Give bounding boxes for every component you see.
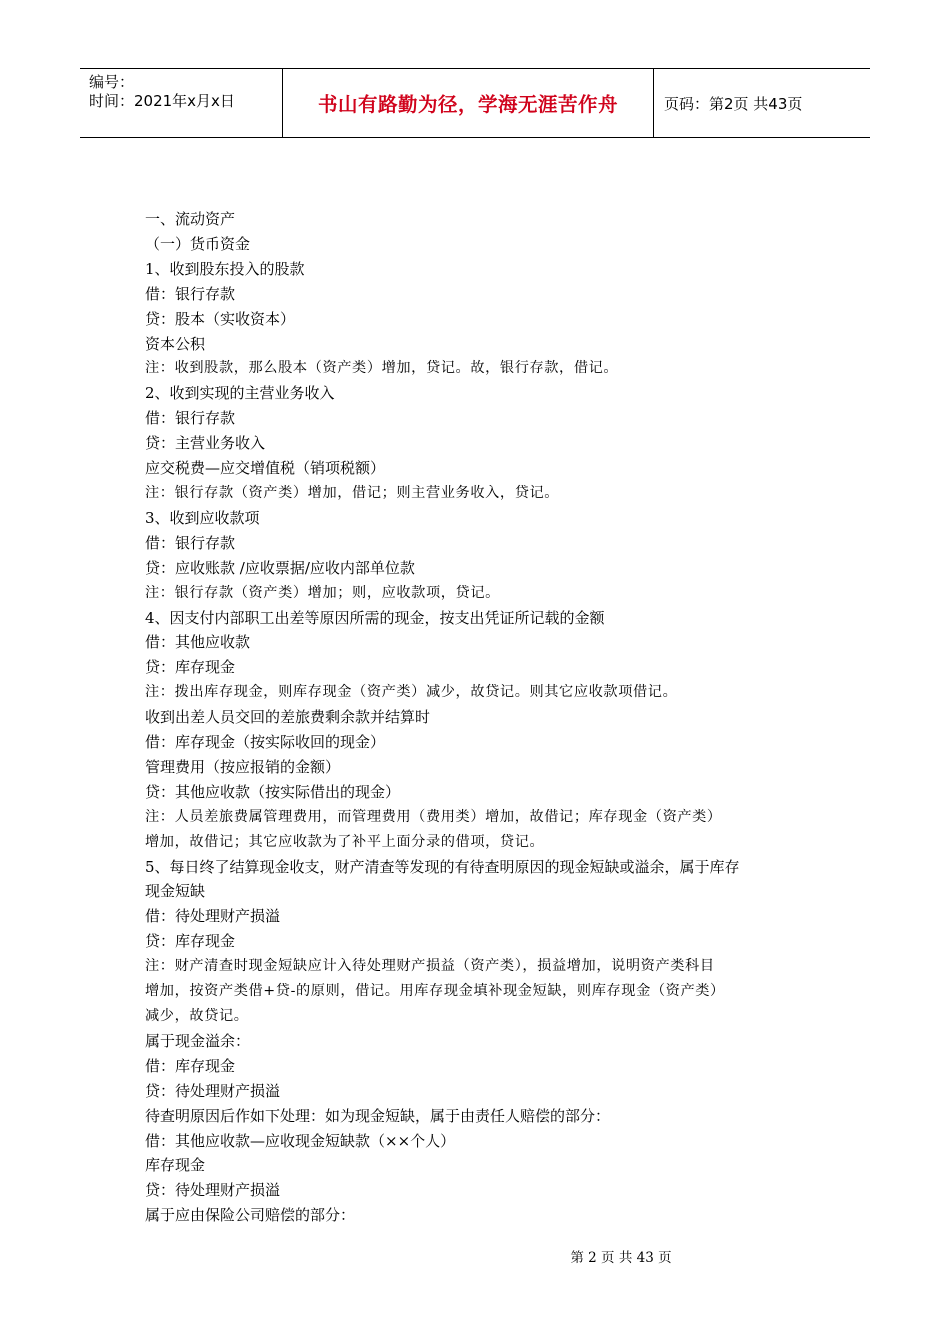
text-line: 借：库存现金 [145, 1056, 236, 1075]
text-line: 贷：其他应收款（按实际借出的现金） [145, 782, 401, 801]
page-footer: 第 2 页 共 43 页 [570, 1250, 672, 1266]
text-line: 贷：待处理财产损溢 [145, 1081, 281, 1100]
header-page-code: 页码：第2页 共43页 [664, 94, 803, 113]
code-label: 编号： [89, 73, 135, 91]
text-line: 待查明原因后作如下处理：如为现金短缺，属于由责任人赔偿的部分： [145, 1106, 611, 1125]
text-line: 资本公积 [145, 334, 206, 353]
text-line: 应交税费—应交增值税（销项税额） [145, 459, 386, 478]
note-line: 增加，按资产类借+贷-的原则，借记。用库存现金填补现金短缺，则库存现金（资产类） [145, 983, 725, 1000]
note-line: 注：收到股款，那么股本（资产类）增加，贷记。故，银行存款，借记。 [145, 360, 619, 377]
text-line: 4、因支付内部职工出差等原因所需的现金，按支出凭证所记载的金额 [145, 608, 605, 627]
text-line: 2、收到实现的主营业务收入 [145, 384, 335, 403]
text-line: 3、收到应收款项 [145, 508, 260, 527]
text-line: 属于现金溢余： [145, 1031, 251, 1050]
text-line: 贷：库存现金 [145, 932, 236, 951]
text-line: 1、收到股东投入的股款 [145, 259, 305, 278]
note-line: 增加，故借记；其它应收款为了补平上面分录的借项，贷记。 [145, 833, 545, 850]
text-line: 管理费用（按应报销的金额） [145, 757, 341, 776]
text-line: 现金短缺 [145, 882, 206, 901]
text-line: 贷：待处理财产损溢 [145, 1181, 281, 1200]
text-line: 贷：主营业务收入 [145, 434, 266, 453]
note-line: 注：银行存款（资产类）增加；则，应收款项，贷记。 [145, 584, 500, 601]
note-line: 注：银行存款（资产类）增加，借记；则主营业务收入，贷记。 [145, 484, 560, 501]
text-line: 借：其他应收款 [145, 633, 251, 652]
text-line: 借：待处理财产损溢 [145, 907, 281, 926]
text-line: （一）货币资金 [145, 234, 251, 253]
text-line: 库存现金 [145, 1156, 206, 1175]
document-body [145, 207, 815, 1228]
text-line: 借：银行存款 [145, 284, 236, 303]
text-line: 一、流动资产 [145, 210, 236, 228]
text-line: 贷：股本（实收资本） [145, 309, 296, 328]
note-line: 减少，故贷记。 [145, 1008, 249, 1024]
note-line: 注：人员差旅费属管理费用，而管理费用（费用类）增加，故借记；库存现金（资产类） [145, 808, 722, 825]
text-line: 借：银行存款 [145, 409, 236, 428]
text-line: 借：其他应收款—应收现金短缺款（××个人） [145, 1131, 456, 1150]
text-line: 借：银行存款 [145, 533, 236, 552]
text-line: 贷：应收账款 /应收票据/应收内部单位款 [145, 558, 415, 577]
note-line: 注：拨出库存现金，则库存现金（资产类）减少，故贷记。则其它应收款项借记。 [145, 684, 678, 701]
text-line: 属于应由保险公司赔偿的部分： [145, 1206, 356, 1225]
text-line: 5、每日终了结算现金收支，财产清查等发现的有待查明原因的现金短缺或溢余，属于库存 [145, 857, 740, 876]
header-meta [80, 69, 283, 137]
header-table [80, 68, 870, 138]
text-line: 收到出差人员交回的差旅费剩余款并结算时 [145, 708, 431, 727]
text-line: 贷：库存现金 [145, 658, 236, 677]
text-line: 借：库存现金（按实际收回的现金） [145, 733, 386, 752]
note-line: 注：财产清查时现金短缺应计入待处理财产损益（资产类），损益增加，说明资产类科目 [145, 958, 715, 975]
time-label: 时间：2021年x月x日 [89, 92, 235, 110]
header-motto: 书山有路勤为径，学海无涯苦作舟 [283, 69, 654, 137]
